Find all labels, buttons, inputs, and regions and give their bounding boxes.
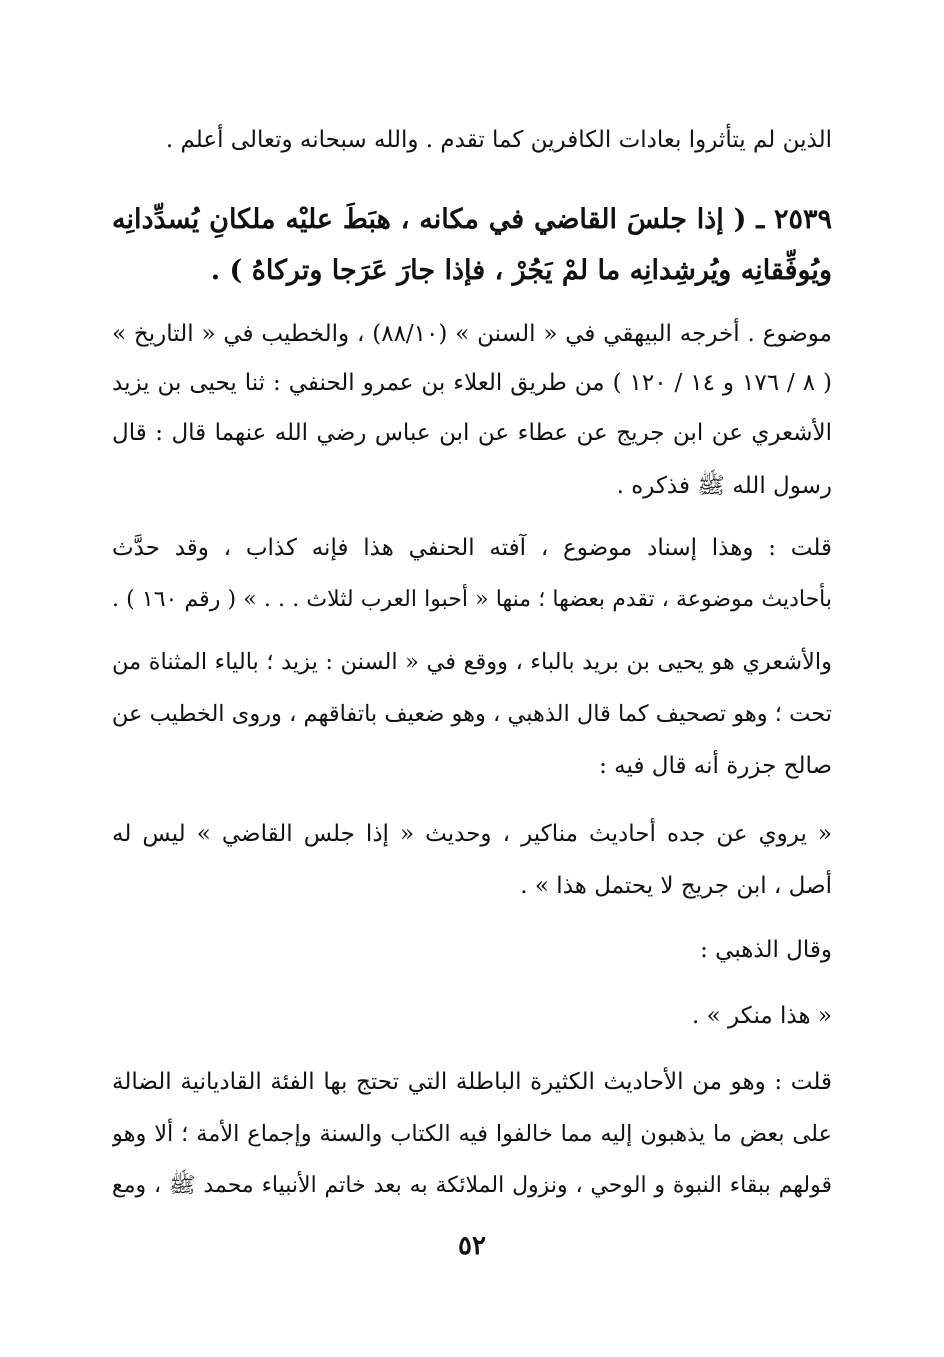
text-line-15: وقال الذهبي : xyxy=(700,937,832,963)
text-line-4: موضوع . أخرجه البيهقي في « السنن » (٨٨/١٠) ، والخطيب في « التاريخ » xyxy=(112,321,832,347)
text-line-12: صالح جزرة أنه قال فيه : xyxy=(599,753,832,779)
text-line-14: أصل ، ابن جريج لا يحتمل هذا » . xyxy=(520,873,832,899)
text-line-18: على بعض ما يذهبون إليه مما خالفوا فيه الكتاب والسنة وإجماع الأمة ؛ ألا وهو xyxy=(112,1121,832,1147)
text-line-17: قلت : وهو من الأحاديث الكثيرة الباطلة التي تحتج بها الفئة القاديانية الضالة xyxy=(112,1069,832,1095)
text-line-6: الأشعري عن ابن جريج عن عطاء عن ابن عباس رضي الله عنهما قال : قال xyxy=(112,420,832,446)
text-line-1: الذين لم يتأثروا بعادات الكافرين كما تقدم . والله سبحانه وتعالى أعلم . xyxy=(165,127,832,153)
hadith-heading-line-2: ويُوفِّقانِه ويُرشِدانِه ما لمْ يَجُرْ ، فإذا جارَ عَرَجا وتركاهُ ) . xyxy=(210,255,832,286)
text-line-5: ( ٨ / ١٧٦ و ١٤ / ١٢٠ ) من طريق العلاء بن عمرو الحنفي : ثنا يحيى بن يزيد xyxy=(112,370,832,396)
text-line-7: رسول الله ﷺ فذكره . xyxy=(616,473,832,499)
text-line-19: قولهم ببقاء النبوة و الوحي ، ونزول الملائكة به بعد خاتم الأنبياء محمد ﷺ ، ومع xyxy=(112,1173,832,1198)
page-number: ٥٢ xyxy=(458,1231,486,1261)
text-line-9: بأحاديث موضوعة ، تقدم بعضها ؛ منها « أحبوا العرب لثلاث . . . » ( رقم ١٦٠ ) . xyxy=(112,587,832,612)
text-line-10: والأشعري هو يحيى بن بريد بالباء ، ووقع في « السنن : يزيد ؛ بالياء المثناة من xyxy=(112,649,832,675)
text-line-11: تحت ؛ وهو تصحيف كما قال الذهبي ، وهو ضعيف باتفاقهم ، وروى الخطيب عن xyxy=(112,701,832,727)
text-line-8: قلت : وهذا إسناد موضوع ، آفته الحنفي هذا فإنه كذاب ، وقد حدَّث xyxy=(112,535,832,561)
hadith-heading-line-1: ٢٥٣٩ ـ ( إذا جلسَ القاضي في مكانه ، هبَطَ عليْه ملكانِ يُسدِّدانِه xyxy=(112,204,832,235)
text-line-13: « يروي عن جده أحاديث مناكير ، وحديث « إذا جلس القاضي » ليس له xyxy=(112,821,832,847)
text-line-16: « هذا منكر » . xyxy=(692,1003,832,1029)
